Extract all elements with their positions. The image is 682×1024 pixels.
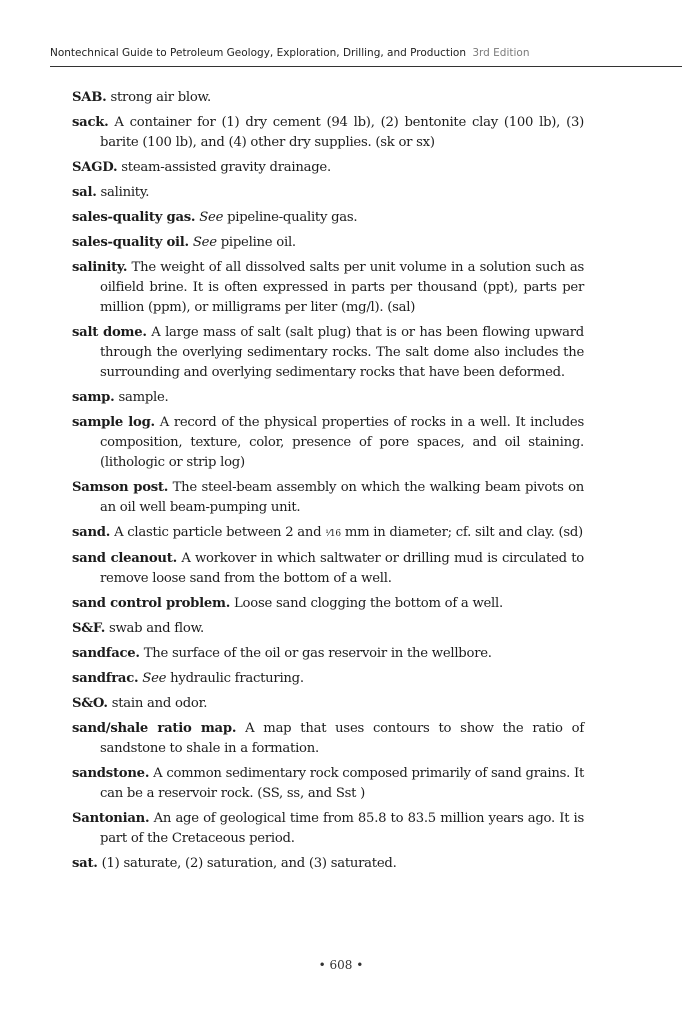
entry-definition: A record of the physical properties of rocks in a well. It includes composition, texture, color, presence of pore spaces, and oil staining. (lithologic or strip log) bbox=[100, 415, 584, 470]
see-reference: See bbox=[192, 235, 217, 250]
entry-definition-cont: mm in diameter; cf. silt and clay. (sd) bbox=[340, 525, 583, 540]
fraction: ¹⁄16 bbox=[325, 529, 341, 539]
glossary-entry bbox=[72, 644, 584, 664]
glossary-entry bbox=[72, 388, 584, 408]
entry-term: salinity. bbox=[72, 260, 128, 275]
entry-definition: (1) saturate, (2) saturation, and (3) saturated. bbox=[97, 856, 397, 871]
entry-definition: The weight of all dissolved salts per unit volume in a solution such as oilfield brine. It is often expressed in parts per thousand (ppt), parts per million (ppm), or milligrams per liter (mg/l). (sal) bbox=[100, 260, 584, 315]
entry-term: sand control problem. bbox=[72, 596, 231, 611]
glossary-entries bbox=[72, 88, 584, 879]
entry-term: SAGD. bbox=[72, 160, 118, 175]
glossary-entry bbox=[72, 594, 584, 614]
glossary-entry bbox=[72, 523, 584, 544]
entry-definition: pipeline-quality gas. bbox=[223, 210, 358, 225]
entry-term: sal. bbox=[72, 185, 97, 200]
entry-term: SAB. bbox=[72, 90, 107, 105]
glossary-entry bbox=[72, 549, 584, 589]
entry-definition: stain and odor. bbox=[107, 696, 208, 711]
see-reference: See bbox=[142, 671, 167, 686]
running-header bbox=[50, 47, 682, 59]
entry-definition: Loose sand clogging the bottom of a well. bbox=[230, 596, 503, 611]
entry-definition: A clastic particle between 2 and bbox=[110, 525, 326, 540]
entry-term: S&O. bbox=[72, 696, 108, 711]
glossary-entry bbox=[72, 323, 584, 383]
header-rule bbox=[50, 66, 682, 67]
entry-term: sandface. bbox=[72, 646, 140, 661]
entry-definition: hydraulic fracturing. bbox=[166, 671, 304, 686]
glossary-entry bbox=[72, 258, 584, 318]
page-number: • 608 • bbox=[318, 958, 364, 972]
glossary-entry bbox=[72, 88, 584, 108]
entry-term: samp. bbox=[72, 390, 115, 405]
entry-definition: steam-assisted gravity drainage. bbox=[117, 160, 331, 175]
entry-definition: The surface of the oil or gas reservoir in the wellbore. bbox=[139, 646, 492, 661]
entry-term: sample log. bbox=[72, 415, 155, 430]
edition-label: 3rd Edition bbox=[472, 47, 530, 59]
entry-term: Santonian. bbox=[72, 811, 150, 826]
entry-definition: sample. bbox=[114, 390, 169, 405]
entry-definition: The steel-beam assembly on which the walking beam pivots on an oil well beam-pumping unit. bbox=[100, 480, 585, 515]
entry-term: sand/shale ratio map. bbox=[72, 721, 237, 736]
entry-definition: pipeline oil. bbox=[216, 235, 296, 250]
entry-term: S&F. bbox=[72, 621, 106, 636]
glossary-entry bbox=[72, 478, 584, 518]
entry-definition: A workover in which saltwater or drilling mud is circulated to remove loose sand from the bottom of a well. bbox=[100, 551, 584, 586]
entry-term: salt dome. bbox=[72, 325, 147, 340]
entry-term: sat. bbox=[72, 856, 98, 871]
entry-term: sand cleanout. bbox=[72, 551, 177, 566]
glossary-entry bbox=[72, 113, 584, 153]
entry-definition: An age of geological time from 85.8 to 83.5 million years ago. It is part of the Cretaceous period. bbox=[100, 811, 584, 846]
glossary-entry bbox=[72, 233, 584, 253]
entry-term: sales-quality oil. bbox=[72, 235, 189, 250]
glossary-entry bbox=[72, 158, 584, 178]
entry-term: sack. bbox=[72, 115, 109, 130]
entry-definition: A large mass of salt (salt plug) that is or has been flowing upward through the overlying sedimentary rocks. The salt dome also includes the surrounding and overlying sedimentary rocks that have been deformed. bbox=[100, 325, 584, 380]
entry-definition: salinity. bbox=[96, 185, 150, 200]
glossary-entry bbox=[72, 183, 584, 203]
glossary-entry bbox=[72, 694, 584, 714]
glossary-entry bbox=[72, 669, 584, 689]
entry-definition: A map that uses contours to show the ratio of sandstone to shale in a formation. bbox=[100, 721, 584, 756]
entry-term: sales-quality gas. bbox=[72, 210, 196, 225]
book-title: Nontechnical Guide to Petroleum Geology, Exploration, Drilling, and Production bbox=[50, 47, 466, 59]
glossary-entry bbox=[72, 764, 584, 804]
glossary-entry bbox=[72, 413, 584, 473]
entry-term: sand. bbox=[72, 525, 111, 540]
glossary-entry bbox=[72, 619, 584, 639]
entry-definition: A common sedimentary rock composed primarily of sand grains. It can be a reservoir rock. (SS, ss, and Sst ) bbox=[100, 766, 584, 801]
entry-term: sandfrac. bbox=[72, 671, 139, 686]
glossary-entry bbox=[72, 208, 584, 228]
glossary-entry bbox=[72, 809, 584, 849]
glossary-entry bbox=[72, 854, 584, 874]
entry-term: Samson post. bbox=[72, 480, 169, 495]
see-reference: See bbox=[199, 210, 224, 225]
entry-definition: strong air blow. bbox=[106, 90, 211, 105]
glossary-entry bbox=[72, 719, 584, 759]
entry-term: sandstone. bbox=[72, 766, 150, 781]
entry-definition: swab and flow. bbox=[105, 621, 204, 636]
entry-definition: A container for (1) dry cement (94 lb), (2) bentonite clay (100 lb), (3) barite (100 lb), and (4) other dry supplies. (sk or sx) bbox=[100, 115, 584, 150]
